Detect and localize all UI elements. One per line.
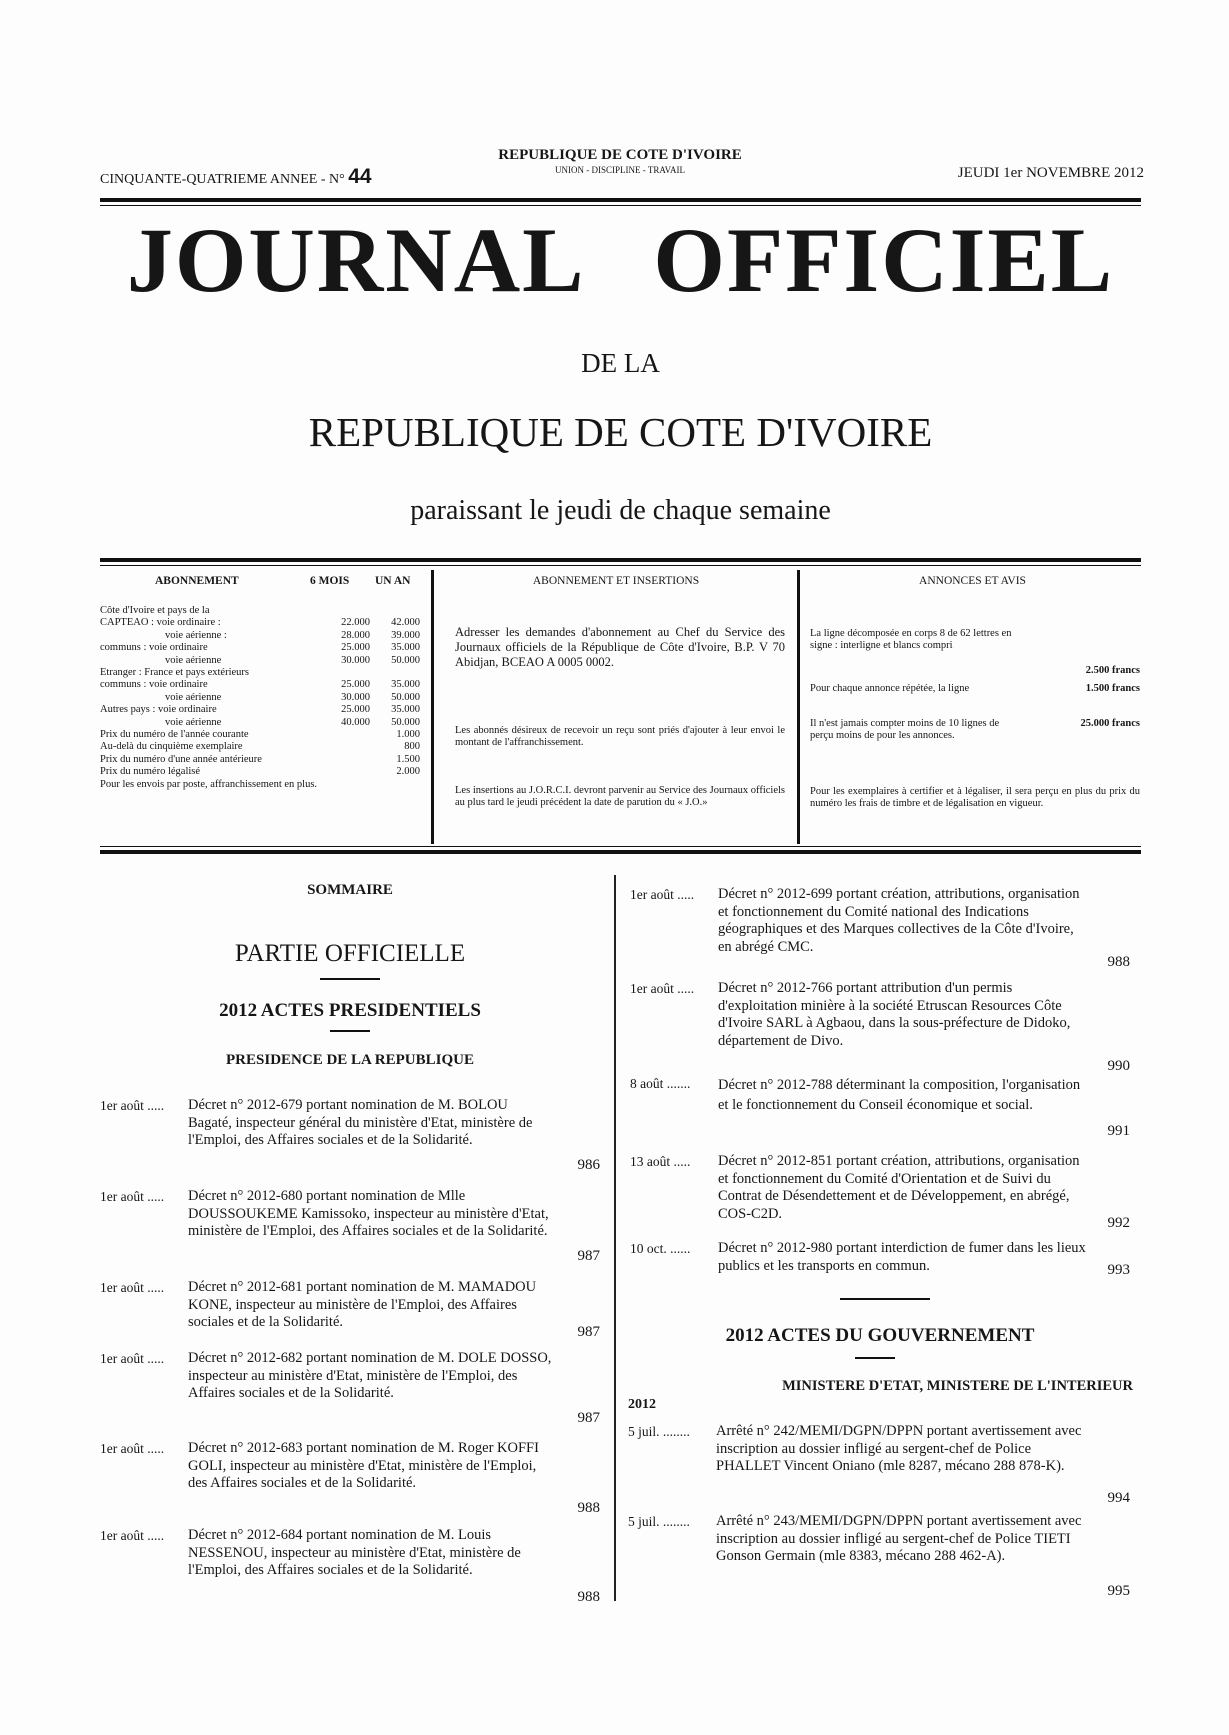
entry-page: 991 bbox=[1107, 1123, 1130, 1139]
price-row bbox=[100, 754, 420, 766]
insertions-heading: ABONNEMENT ET INSERTIONS bbox=[532, 575, 700, 587]
entry-page: 992 bbox=[1107, 1215, 1130, 1231]
abonnement-heading: ABONNEMENT bbox=[155, 575, 239, 587]
price-label: Autres pays : voie ordinaire bbox=[100, 704, 217, 716]
insertions-p2: Les abonnés désireux de recevoir un reçu sont priés d'ajouter à leur envoi le montant de l'affranchissement. bbox=[455, 725, 785, 749]
annonces-l3: Il n'est jamais compter moins de 10 lignes de perçu moins de pour les annonces. bbox=[810, 718, 1000, 742]
top-rule-thin bbox=[100, 205, 1141, 206]
entry-page: 987 bbox=[577, 1324, 600, 1340]
sommaire-entry bbox=[630, 886, 1130, 976]
price-label: Au-delà du cinquième exemplaire bbox=[100, 741, 243, 753]
price-an: 35.000 bbox=[391, 704, 420, 716]
column-separator bbox=[614, 875, 616, 1601]
box-top-rule bbox=[100, 558, 1141, 562]
periodicity: paraissant le jeudi de chaque semaine bbox=[410, 495, 831, 526]
actes-rule bbox=[330, 1030, 370, 1032]
box-bottom-rule bbox=[100, 850, 1141, 854]
price-value: 1.500 bbox=[396, 753, 420, 765]
entry-page: 988 bbox=[577, 1589, 600, 1605]
entry-page: 995 bbox=[1107, 1583, 1130, 1599]
price-six: 25.000 bbox=[341, 642, 370, 654]
annonces-l4: Pour les exemplaires à certifier et à légaliser, il sera perçu en plus du prix du numéro les frais de timbre et de légalisation en vigueur. bbox=[810, 786, 1140, 810]
price-row bbox=[100, 692, 420, 704]
entry-page: 993 bbox=[1107, 1262, 1130, 1278]
un-an-heading: UN AN bbox=[375, 575, 411, 587]
entry-page: 988 bbox=[577, 1500, 600, 1516]
pricing-footnote: Pour les envois par poste, affranchissement en plus. bbox=[100, 778, 318, 790]
volume-issue bbox=[100, 165, 372, 189]
sommaire-entry bbox=[630, 1240, 1130, 1285]
price-value: 800 bbox=[404, 741, 420, 753]
partie-officielle: PARTIE OFFICIELLE bbox=[234, 940, 466, 967]
sommaire-entry bbox=[100, 1350, 600, 1430]
box-top-rule-thin bbox=[100, 565, 1141, 566]
issue-date: JEUDI 1er NOVEMBRE 2012 bbox=[957, 165, 1144, 181]
republic-title: REPUBLIQUE DE COTE D'IVOIRE bbox=[308, 409, 933, 455]
sommaire-entry bbox=[628, 1513, 1130, 1598]
price-label: Prix du numéro légalisé bbox=[100, 766, 201, 778]
entry-date: 1er août ..... bbox=[630, 981, 695, 996]
entry-text: Décret n° 2012-788 déterminant la composition, l'organisation et le fonctionnement du Conseil économique et social. bbox=[718, 1077, 1081, 1113]
entry-date: 13 août ..... bbox=[630, 1154, 691, 1169]
annonces-l2-price: 1.500 francs bbox=[1085, 683, 1140, 694]
box-divider-2 bbox=[797, 570, 800, 844]
presidence-heading: PRESIDENCE DE LA REPUBLIQUE bbox=[226, 1052, 474, 1068]
price-label: Prix du numéro d'une année antérieure bbox=[100, 753, 262, 765]
annonces-l3-price: 25.000 francs bbox=[1080, 718, 1140, 729]
price-an: 39.000 bbox=[391, 629, 420, 641]
sommaire-entry bbox=[100, 1188, 600, 1268]
sommaire-title: SOMMAIRE bbox=[307, 882, 393, 898]
price-an: 42.000 bbox=[391, 617, 420, 629]
republic-heading bbox=[470, 147, 770, 175]
entry-text: Arrêté n° 243/MEMI/DGPN/DPPN portant avertissement avec inscription au dossier infligé au sergent-chef de Police TIETI Gonson Germain (mle 8383, mécano 288 462-A). bbox=[716, 1513, 1082, 1564]
pricing-group-2: Etranger : France et pays extérieurs bbox=[100, 667, 249, 679]
price-label: voie aérienne bbox=[165, 716, 222, 728]
sommaire-entry bbox=[628, 1423, 1130, 1508]
price-label: voie aérienne bbox=[165, 654, 222, 666]
price-row bbox=[100, 717, 420, 729]
box-bottom-rule-thin bbox=[100, 846, 1141, 847]
actes-gouv-rule bbox=[855, 1357, 895, 1359]
entry-page: 986 bbox=[577, 1157, 600, 1173]
partie-rule bbox=[320, 978, 380, 980]
ministere-heading: MINISTERE D'ETAT, MINISTERE DE L'INTERIEUR bbox=[782, 1378, 1133, 1394]
entry-text: Décret n° 2012-766 portant attribution d'un permis d'exploitation minière à la société Etruscan Resources Côte d'Ivoire SARL à Agbaou, dans la sous-préfecture de Didoko, département de Divo. bbox=[718, 980, 1071, 1049]
annonces-l1-price: 2.500 francs bbox=[1085, 665, 1140, 676]
price-row bbox=[100, 766, 420, 778]
price-six: 40.000 bbox=[341, 716, 370, 728]
entry-page: 987 bbox=[577, 1410, 600, 1426]
pricing-table bbox=[100, 605, 420, 791]
sommaire-entry bbox=[100, 1440, 600, 1520]
top-rule bbox=[100, 198, 1141, 202]
price-label: voie aérienne bbox=[165, 691, 222, 703]
sommaire-entry bbox=[630, 1153, 1130, 1233]
journal-title: JOURNAL OFFICIEL bbox=[126, 209, 1115, 311]
entry-date: 1er août ..... bbox=[100, 1528, 165, 1543]
annonces-l1: La ligne décomposée en corps 8 de 62 lettres en signe : interligne et blancs compri bbox=[810, 628, 1012, 652]
republic-name-small: REPUBLIQUE DE COTE D'IVOIRE bbox=[498, 147, 742, 163]
price-six: 22.000 bbox=[341, 617, 370, 629]
entry-text: Décret n° 2012-980 portant interdiction de fumer dans les lieux publics et les transports en commun. bbox=[718, 1240, 1086, 1274]
entry-text: Décret n° 2012-682 portant nomination de M. DOLE DOSSO, inspecteur au ministère d'Etat, ministère de l'Emploi, des Affaires sociales et de la Solidarité. bbox=[188, 1350, 552, 1401]
entry-page: 987 bbox=[577, 1248, 600, 1264]
ministere-year: 2012 bbox=[628, 1397, 656, 1412]
price-row bbox=[100, 617, 420, 629]
gov-separator-rule bbox=[840, 1298, 930, 1300]
price-value: 1.000 bbox=[396, 729, 420, 741]
entry-date: 5 juil. ........ bbox=[628, 1514, 690, 1529]
entry-text: Décret n° 2012-684 portant nomination de M. Louis NESSENOU, inspecteur au ministère d'Etat, ministère de l'Emploi, des Affaires sociales et de la Solidarité. bbox=[188, 1527, 521, 1578]
price-an: 50.000 bbox=[391, 691, 420, 703]
price-row bbox=[100, 630, 420, 642]
entry-page: 988 bbox=[1107, 954, 1130, 970]
entry-date: 1er août ..... bbox=[100, 1189, 165, 1204]
price-row bbox=[100, 741, 420, 753]
sommaire-entry bbox=[100, 1279, 600, 1339]
entry-date: 1er août ..... bbox=[100, 1441, 165, 1456]
price-label: voie aérienne : bbox=[165, 629, 227, 641]
insertions-p1: Adresser les demandes d'abonnement au Chef du Service des Journaux officiels de la République de Côte d'Ivoire, B.P. V 70 Abidjan, BCEAO A 0005 0002. bbox=[455, 625, 785, 669]
price-six: 25.000 bbox=[341, 704, 370, 716]
price-row bbox=[100, 679, 420, 691]
price-an: 50.000 bbox=[391, 716, 420, 728]
national-motto: UNION - DISCIPLINE - TRAVAIL bbox=[555, 165, 685, 175]
entry-date: 1er août ..... bbox=[100, 1351, 165, 1366]
annonces-l2: Pour chaque annonce répétée, la ligne bbox=[810, 683, 970, 694]
sommaire-entry bbox=[100, 1527, 600, 1607]
price-six: 30.000 bbox=[341, 691, 370, 703]
entry-page: 994 bbox=[1107, 1490, 1130, 1506]
price-label: CAPTEAO : voie ordinaire : bbox=[100, 617, 221, 629]
entry-date: 8 août ....... bbox=[630, 1076, 691, 1091]
entry-text: Décret n° 2012-679 portant nomination de M. BOLOU Bagaté, inspecteur général du ministère d'Etat, ministère de l'Emploi, des Affaires sociales et de la Solidarité. bbox=[188, 1097, 533, 1148]
price-row bbox=[100, 704, 420, 716]
six-mois-heading: 6 MOIS bbox=[310, 575, 350, 587]
price-six: 30.000 bbox=[341, 654, 370, 666]
sommaire-entry bbox=[630, 1075, 1130, 1145]
price-six: 28.000 bbox=[341, 629, 370, 641]
price-an: 50.000 bbox=[391, 654, 420, 666]
price-an: 35.000 bbox=[391, 642, 420, 654]
insertions-p3: Les insertions au J.O.R.C.I. devront parvenir au Service des Journaux officiels au plus tard le jeudi précédent la date de parution du « J.O.» bbox=[455, 785, 785, 809]
entry-text: Arrêté n° 242/MEMI/DGPN/DPPN portant avertissement avec inscription au dossier infligé au sergent-chef de Police PHALLET Vincent Oniano (mle 8287, mécano 288 878-K). bbox=[716, 1423, 1082, 1474]
entry-date: 10 oct. ...... bbox=[630, 1241, 691, 1256]
entry-date: 5 juil. ........ bbox=[628, 1424, 690, 1439]
actes-presidentiels: 2012 ACTES PRESIDENTIELS bbox=[219, 1000, 481, 1021]
price-value: 2.000 bbox=[396, 766, 420, 778]
entry-date: 1er août ..... bbox=[630, 887, 695, 902]
entry-text: Décret n° 2012-699 portant création, attributions, organisation et fonctionnement du Comité national des Indications géographiques et des Marques collectives de la Côte d'Ivoire, en abrégé CMC. bbox=[718, 886, 1080, 955]
entry-date: 1er août ..... bbox=[100, 1280, 165, 1295]
pricing-group-1: Côte d'Ivoire et pays de la bbox=[100, 605, 210, 616]
price-six: 25.000 bbox=[341, 679, 370, 691]
entry-page: 990 bbox=[1107, 1058, 1130, 1074]
box-divider-1 bbox=[431, 570, 434, 844]
price-an: 35.000 bbox=[391, 679, 420, 691]
volume-label: CINQUANTE-QUATRIEME ANNEE - N° bbox=[100, 172, 345, 187]
entry-text: Décret n° 2012-683 portant nomination de M. Roger KOFFI GOLI, inspecteur au ministère d'Etat, ministère de l'Emploi, des Affaires sociales et de la Solidarité. bbox=[188, 1440, 539, 1491]
de-la: DE LA bbox=[581, 348, 660, 378]
entry-text: Décret n° 2012-680 portant nomination de Mlle DOUSSOUKEME Kamissoko, inspecteur au ministère d'Etat, ministère de l'Emploi, des Affaires sociales et de la Solidarité. bbox=[188, 1188, 549, 1239]
price-label: communs : voie ordinaire bbox=[100, 642, 208, 654]
price-row bbox=[100, 729, 420, 741]
entry-date: 1er août ..... bbox=[100, 1098, 165, 1113]
actes-gouvernement: 2012 ACTES DU GOUVERNEMENT bbox=[725, 1325, 1035, 1346]
annonces-heading: ANNONCES ET AVIS bbox=[919, 575, 1026, 587]
sommaire-entry bbox=[630, 980, 1130, 1074]
entry-text: Décret n° 2012-681 portant nomination de M. MAMADOU KONE, inspecteur au ministère de l'Emploi, des Affaires sociales et de la Solidarité. bbox=[188, 1279, 537, 1330]
price-row bbox=[100, 655, 420, 667]
entry-text: Décret n° 2012-851 portant création, attributions, organisation et fonctionnement du Comité d'Orientation et de Suivi du Contrat de Désendettement et de Développement, en abrégé, COS-C2D. bbox=[718, 1153, 1080, 1222]
issue-number: 44 bbox=[348, 165, 372, 188]
price-row bbox=[100, 642, 420, 654]
price-label: Prix du numéro de l'année courante bbox=[100, 729, 249, 741]
sommaire-entry bbox=[100, 1097, 600, 1177]
price-label: communs : voie ordinaire bbox=[100, 679, 208, 691]
